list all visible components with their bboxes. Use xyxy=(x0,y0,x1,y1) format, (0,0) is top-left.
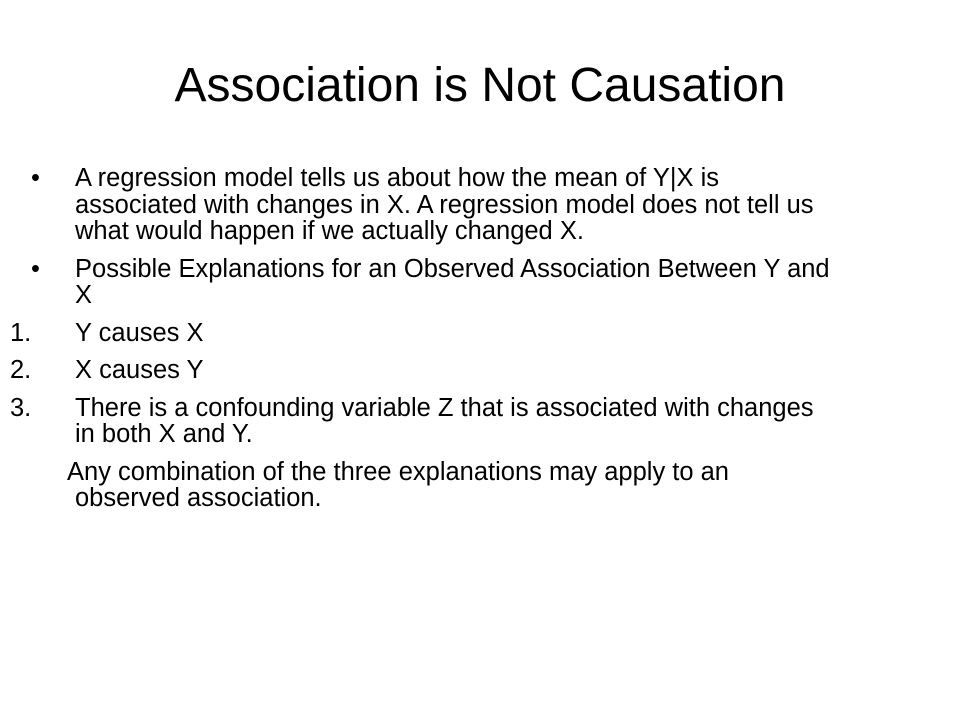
number-marker: 2. xyxy=(10,356,32,384)
number-marker: 1. xyxy=(10,318,32,347)
bullet-text: Possible Explanations for an Observed Association Between Y and X xyxy=(75,254,830,309)
numbered-text: X causes Y xyxy=(75,356,204,384)
bullet-text: A regression model tells us about how the mean of Y|X is associated with changes in X. A regression model does not tell us what would happen if we actually changed X. xyxy=(75,164,814,245)
bullet-item xyxy=(0,256,960,309)
bullet-marker: • xyxy=(31,254,40,283)
numbered-text: There is a confounding variable Z that is associated with changes in both X and Y. xyxy=(75,393,814,448)
numbered-item xyxy=(0,357,960,384)
numbered-text: Y causes X xyxy=(75,318,204,347)
bullet-item xyxy=(0,165,960,245)
closing-note: Any combination of the three explanations may apply to an observed association. xyxy=(67,457,729,512)
number-marker: 3. xyxy=(10,393,32,422)
bullet-marker: • xyxy=(31,164,40,192)
numbered-item xyxy=(0,320,960,347)
slide-body xyxy=(0,165,960,523)
numbered-item xyxy=(0,395,960,448)
slide-title: Association is Not Causation xyxy=(174,59,786,112)
